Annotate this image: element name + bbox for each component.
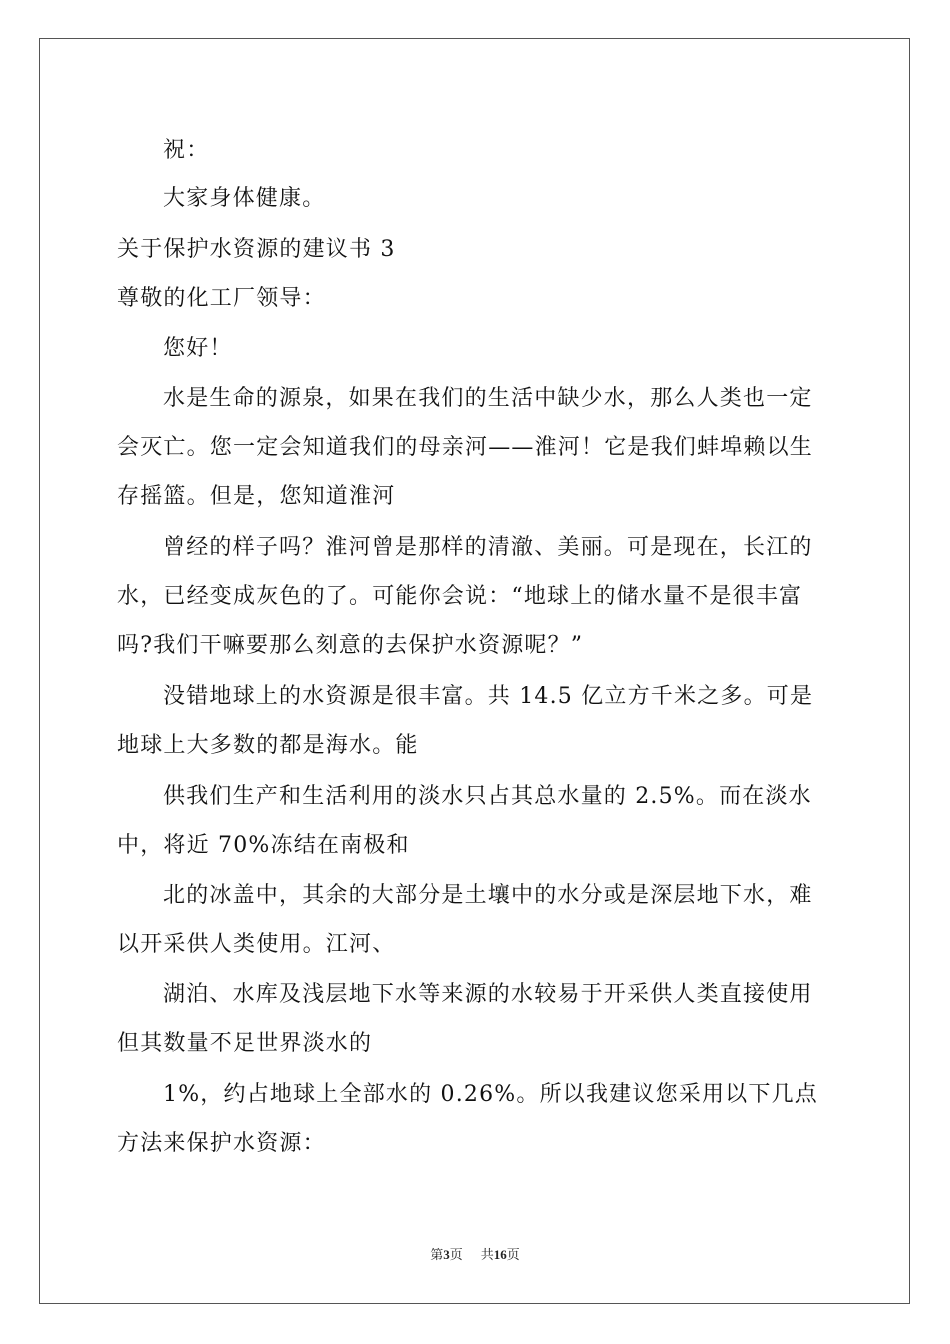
letter-title: 关于保护水资源的建议书 3 xyxy=(117,237,396,262)
paragraph-line: 存摇篮。但是，您知道淮河 xyxy=(117,484,396,509)
paragraph-line: 会灭亡。您一定会知道我们的母亲河——淮河！它是我们蚌埠赖以生 xyxy=(117,435,814,460)
paragraph-line: 以开采供人类使用。江河、 xyxy=(117,932,396,957)
paragraph-line: 1%，约占地球上全部水的 0.26%。所以我建议您采用以下几点 xyxy=(163,1082,818,1107)
paragraph-line: 方法来保护水资源： xyxy=(117,1131,326,1156)
paragraph-line: 没错地球上的水资源是很丰富。共 14.5 亿立方千米之多。可是 xyxy=(163,684,814,709)
paragraph-line: 吗?我们干嘛要那么刻意的去保护水资源呢？” xyxy=(117,633,584,658)
paragraph-line: 北的冰盖中，其余的大部分是土壤中的水分或是深层地下水，难 xyxy=(163,883,813,908)
greeting: 您好！ xyxy=(163,336,233,361)
footer-total-prefix: 共 xyxy=(480,1247,494,1262)
page-border xyxy=(39,38,910,1304)
paragraph-line: 供我们生产和生活利用的淡水只占其总水量的 2.5%。而在淡水 xyxy=(163,784,812,809)
footer-page-number: 3 xyxy=(443,1247,450,1262)
footer-total-pages: 16 xyxy=(493,1247,507,1262)
paragraph-line: 水是生命的源泉，如果在我们的生活中缺少水，那么人类也一定 xyxy=(163,386,813,411)
footer-page-prefix: 第 xyxy=(430,1247,444,1262)
paragraph-line: 水，已经变成灰色的了。可能你会说：“地球上的储水量不是很丰富 xyxy=(117,584,803,609)
closing-wish: 大家身体健康。 xyxy=(163,186,326,211)
page-footer xyxy=(0,1244,950,1263)
paragraph-line: 但其数量不足世界淡水的 xyxy=(117,1031,373,1056)
paragraph-line: 地球上大多数的都是海水。能 xyxy=(117,733,419,758)
letter-addressee: 尊敬的化工厂领导： xyxy=(117,286,326,311)
footer-page-suffix: 页 xyxy=(449,1247,463,1262)
paragraph-line: 中，将近 70%冻结在南极和 xyxy=(117,833,410,858)
closing-salutation: 祝： xyxy=(163,138,210,163)
paragraph-line: 曾经的样子吗？淮河曾是那样的清澈、美丽。可是现在，长江的 xyxy=(163,535,813,560)
paragraph-line: 湖泊、水库及浅层地下水等来源的水较易于开采供人类直接使用 xyxy=(163,982,813,1007)
footer-total-suffix: 页 xyxy=(506,1247,520,1262)
